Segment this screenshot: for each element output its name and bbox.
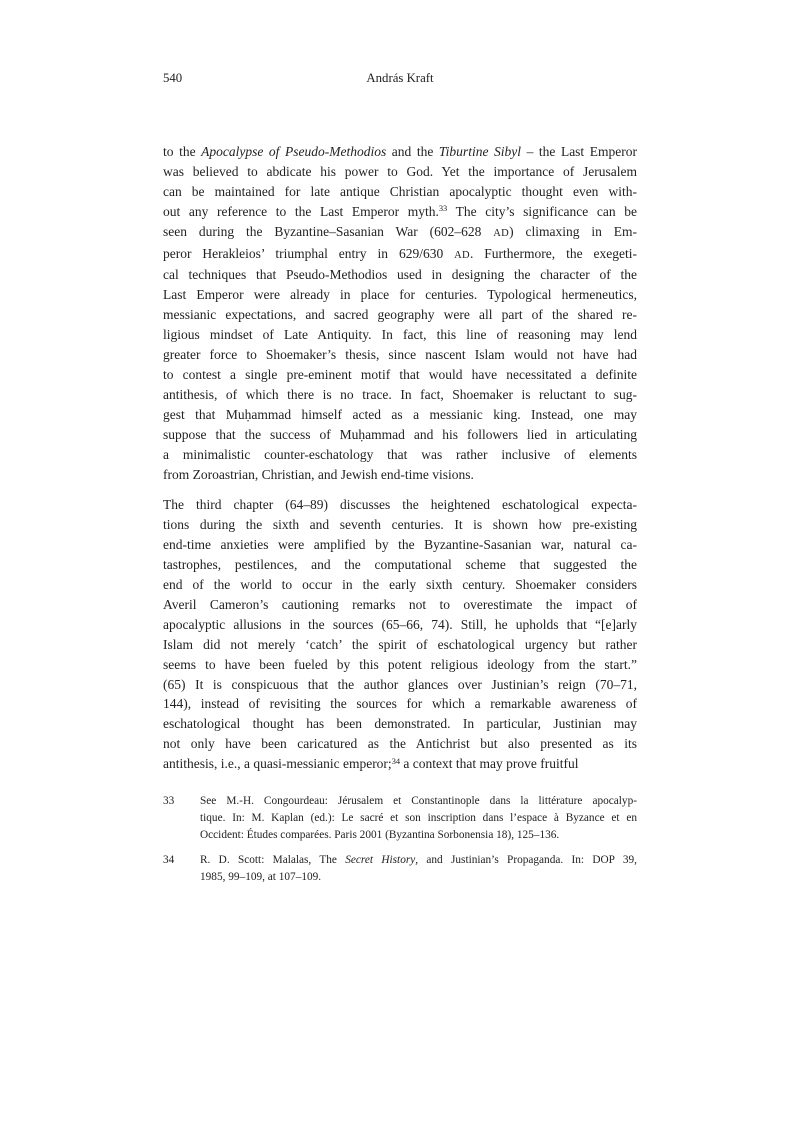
text-line: (65) It is conspicuous that the author glances over Justinian’s reign (70–71, [163,676,637,692]
footnote-text [200,793,637,843]
text-line: antithesis, i.e., a quasi-messianic emperor;$^{34}$ a context that may prove fruitful [163,756,579,772]
paragraph [163,142,637,484]
text-line: messianic expectations, and sacred geography were all part of the shared re- [163,307,637,323]
body-text [163,142,637,774]
text-line: tique. In: M. Kaplan (ed.): Le sacré et son inscription dans l’espace à Byzance et en [200,811,637,824]
text-line: Last Emperor were already in place for centuries. Typological hermeneutics, [163,287,637,303]
footnote [163,852,637,886]
text-line: eschatological thought has been demonstrated. In particular, Justinian may [163,716,637,732]
footnote [163,793,637,843]
footnote-text [200,852,637,886]
text-line: R. D. Scott: Malalas, The Secret History, and Justinian’s Propaganda. In: DOP 39, [200,854,637,867]
text-line: cal techniques that Pseudo-Methodios used in designing the character of the [163,267,637,283]
paragraph [163,495,637,774]
text-line: tions during the sixth and seventh centuries. It is shown how pre-existing [163,517,637,533]
page-number: 540 [163,71,183,85]
text-line: was believed to abdicate his power to God. Yet the importance of Jerusalem [163,163,637,179]
text-line: greater force to Shoemaker’s thesis, since nascent Islam would not have had [163,347,637,363]
text-line: Occident: Études comparées. Paris 2001 (Byzantina Sorbonensia 18), 125–136. [200,828,560,841]
text-line: The third chapter (64–89) discusses the heightened eschatological expecta- [163,497,637,513]
text-line: seen during the Byzantine–Sasanian War (602–628 AD) climaxing in Em- [163,223,637,239]
text-line: out any reference to the Last Emperor myth.$^{33}$ The city’s significance can be [163,203,637,219]
text-line: end-time anxieties were amplified by the Byzantine-Sasanian war, natural ca- [163,537,637,553]
footnotes [163,793,637,886]
footnote-marker: 33 [438,204,448,214]
text-line: a minimalistic counter-eschatology that was rather inclusive of elements [163,446,637,462]
text-line: tastrophes, pestilences, and the computational scheme that suggested the [163,557,637,573]
text-line: end of the world to occur in the early sixth century. Shoemaker considers [163,577,637,593]
running-head-author: András Kraft [366,71,434,85]
text-line: peror Herakleios’ triumphal entry in 629/630 AD. Furthermore, the exegeti- [163,245,638,261]
text-line: Averil Cameron’s cautioning remarks not to overestimate the impact of [163,596,637,612]
text-line: 144), instead of revisiting the sources for which a remarkable awareness of [163,696,637,712]
text-line: antithesis, of which there is no trace. In fact, Shoemaker is reluctant to sug- [163,386,637,402]
text-line: gest that Muḥammad himself acted as a messianic king. Instead, one may [163,406,637,422]
footnote-marker: 34 [391,756,401,766]
text-line: ligious mindset of Late Antiquity. In fact, this line of reasoning may lend [163,327,637,343]
footnote-number: 33 [163,795,175,807]
text-line: suppose that the success of Muḥammad and his followers lied in articulating [163,426,637,442]
text-line: from Zoroastrian, Christian, and Jewish end-time visions. [163,466,474,482]
footnote-number: 34 [163,854,175,867]
text-line: Islam did not merely ‘catch’ the spirit of eschatological urgency but rather [163,636,637,652]
text-line: 1985, 99–109, at 107–109. [200,871,322,884]
text-line: See M.-H. Congourdeau: Jérusalem et Constantinople dans la littérature apocalyp- [200,795,637,807]
text-line: to contest a single pre-eminent motif that would have necessitated a definite [163,366,637,382]
text-line: can be maintained for late antique Christian apocalyptic thought even with- [163,183,637,199]
text-line: to the Apocalypse of Pseudo-Methodios and the Tiburtine Sibyl – the Last Emperor [163,144,637,159]
text-line: not only have been caricatured as the Antichrist but also presented as its [163,736,637,752]
text-line: apocalyptic allusions in the sources (65–66, 74). Still, he upholds that “[e]arly [163,616,637,632]
running-header [163,71,637,86]
text-line: seems to have been fueled by this potent religious ideology from the start.” [163,656,637,672]
